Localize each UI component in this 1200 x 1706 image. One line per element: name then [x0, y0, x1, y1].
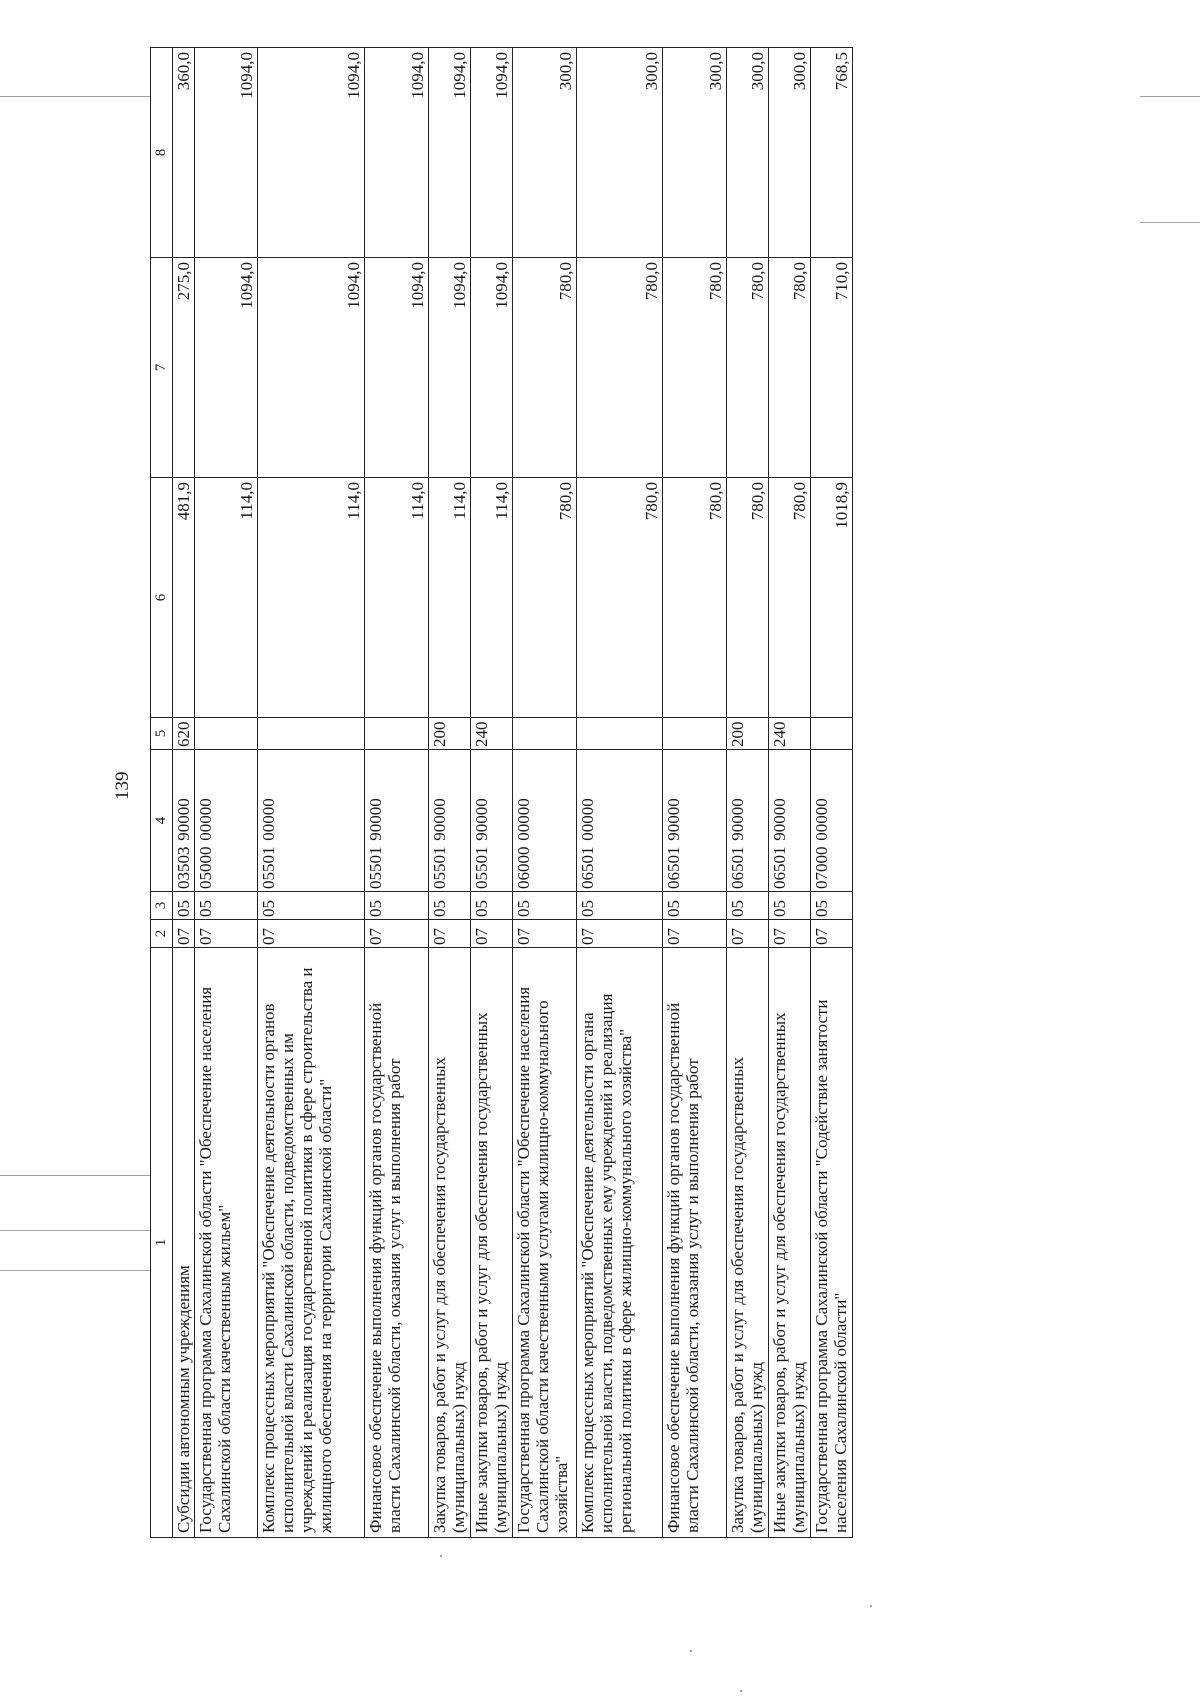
row-value-8: 300,0	[577, 48, 663, 258]
row-code-5	[811, 718, 853, 750]
column-header: 2	[151, 920, 173, 948]
row-code-4-b: 00000	[259, 798, 278, 841]
row-code-5: 200	[727, 718, 769, 750]
row-code-4-a: 05501	[259, 846, 278, 889]
row-code-5: 620	[173, 718, 195, 750]
row-code-4	[663, 750, 727, 892]
row-value-7: 275,0	[173, 258, 195, 478]
row-code-3: 05	[429, 892, 471, 920]
row-code-3: 05	[365, 892, 429, 920]
row-code-4-b: 90000	[366, 798, 385, 841]
row-code-3: 05	[195, 892, 258, 920]
page-number: 139	[112, 771, 133, 800]
row-value-6: 780,0	[577, 478, 663, 718]
row-code-2: 07	[663, 920, 727, 948]
row-name: Комплекс процессных мероприятий "Обеспечение деятельности органов исполнительной власти Сахалинской области, подведомственных им учреждений и реализация государственной политики в сфере строительства и жилищного обеспечения на территории Сахалинской области"	[258, 948, 365, 1538]
budget-table-container	[150, 48, 853, 1538]
row-name: Финансовое обеспечение выполнения функций органов государственной власти Сахалинской области, оказания услуг и выполнения работ	[365, 948, 429, 1538]
row-code-4	[471, 750, 513, 892]
row-value-8: 360,0	[173, 48, 195, 258]
budget-table	[150, 47, 853, 1538]
table-row	[258, 48, 365, 1538]
scan-artifact-line	[0, 1175, 150, 1176]
row-code-4-b: 00000	[196, 798, 215, 841]
row-value-7: 780,0	[769, 258, 811, 478]
table-row	[811, 48, 853, 1538]
table-row	[195, 48, 258, 1538]
row-value-8: 1094,0	[195, 48, 258, 258]
row-value-6: 780,0	[769, 478, 811, 718]
row-code-5: 240	[769, 718, 811, 750]
row-code-4-a: 05000	[196, 846, 215, 889]
row-code-4-a: 05501	[472, 846, 491, 889]
row-code-5	[663, 718, 727, 750]
row-code-2: 07	[258, 920, 365, 948]
row-code-2: 07	[811, 920, 853, 948]
row-code-2: 07	[471, 920, 513, 948]
row-value-6: 1018,9	[811, 478, 853, 718]
row-name: Финансовое обеспечение выполнения функций органов государственной власти Сахалинской области, оказания услуг и выполнения работ	[663, 948, 727, 1538]
row-value-6: 114,0	[258, 478, 365, 718]
row-code-4-b: 90000	[770, 798, 789, 841]
row-code-5	[577, 718, 663, 750]
row-value-8: 1094,0	[429, 48, 471, 258]
row-code-5	[195, 718, 258, 750]
scan-artifact-dot	[440, 1555, 442, 1557]
row-code-4	[811, 750, 853, 892]
row-value-8: 1094,0	[471, 48, 513, 258]
row-code-5	[365, 718, 429, 750]
row-name: Закупка товаров, работ и услуг для обеспечения государственных (муниципальных) нужд	[727, 948, 769, 1538]
row-code-2: 07	[513, 920, 577, 948]
row-code-4-b: 90000	[728, 798, 747, 841]
row-code-4-b: 00000	[514, 798, 533, 841]
table-row	[513, 48, 577, 1538]
row-code-2: 07	[429, 920, 471, 948]
table-row	[429, 48, 471, 1538]
column-header: 5	[151, 718, 173, 750]
row-value-7: 1094,0	[365, 258, 429, 478]
row-code-4-b: 90000	[664, 798, 683, 841]
scan-artifact-dot	[870, 1605, 872, 1607]
row-code-2: 07	[769, 920, 811, 948]
row-value-7: 780,0	[727, 258, 769, 478]
row-code-3: 05	[471, 892, 513, 920]
row-code-3: 05	[173, 892, 195, 920]
row-code-3: 05	[513, 892, 577, 920]
table-row	[365, 48, 429, 1538]
scan-artifact-dot	[690, 1650, 692, 1652]
row-value-6: 114,0	[429, 478, 471, 718]
row-value-7: 710,0	[811, 258, 853, 478]
row-code-5: 200	[429, 718, 471, 750]
table-row	[173, 48, 195, 1538]
scan-artifact-line	[1140, 96, 1200, 97]
row-code-4	[258, 750, 365, 892]
row-name: Государственная программа Сахалинской области "Обеспечение населения Сахалинской области качественными услугами жилищно-коммунального хозяйства"	[513, 948, 577, 1538]
row-code-4-a: 07000	[812, 846, 831, 889]
row-code-4	[513, 750, 577, 892]
row-code-2: 07	[727, 920, 769, 948]
row-code-3: 05	[663, 892, 727, 920]
column-header: 1	[151, 948, 173, 1538]
row-code-4	[727, 750, 769, 892]
row-code-4	[577, 750, 663, 892]
row-value-7: 1094,0	[429, 258, 471, 478]
table-row	[471, 48, 513, 1538]
row-value-6: 481,9	[173, 478, 195, 718]
column-header: 7	[151, 258, 173, 478]
row-value-6: 780,0	[663, 478, 727, 718]
row-code-4	[365, 750, 429, 892]
row-code-4-b: 00000	[812, 798, 831, 841]
column-header: 4	[151, 750, 173, 892]
row-value-7: 1094,0	[195, 258, 258, 478]
row-value-6: 780,0	[727, 478, 769, 718]
row-value-6: 780,0	[513, 478, 577, 718]
row-value-6: 114,0	[365, 478, 429, 718]
table-row	[663, 48, 727, 1538]
row-code-2: 07	[173, 920, 195, 948]
table-header-row	[151, 48, 173, 1538]
row-code-4-a: 06501	[578, 846, 597, 889]
row-value-7: 780,0	[577, 258, 663, 478]
scan-artifact-line	[0, 96, 150, 97]
row-code-2: 07	[195, 920, 258, 948]
row-name: Субсидии автономным учреждениям	[173, 948, 195, 1538]
row-value-8: 300,0	[769, 48, 811, 258]
row-value-8: 1094,0	[365, 48, 429, 258]
row-code-4	[429, 750, 471, 892]
column-header: 6	[151, 478, 173, 718]
row-code-3: 05	[258, 892, 365, 920]
table-row	[769, 48, 811, 1538]
column-header: 8	[151, 48, 173, 258]
row-value-7: 780,0	[663, 258, 727, 478]
scan-artifact-line	[0, 1230, 150, 1231]
row-code-4-a: 05501	[430, 846, 449, 889]
row-code-4-b: 90000	[174, 798, 193, 841]
row-code-5: 240	[471, 718, 513, 750]
row-value-8: 300,0	[663, 48, 727, 258]
table-row	[577, 48, 663, 1538]
row-code-4	[769, 750, 811, 892]
row-value-6: 114,0	[195, 478, 258, 718]
row-value-6: 114,0	[471, 478, 513, 718]
row-code-3: 05	[577, 892, 663, 920]
scan-artifact-dot	[740, 1690, 742, 1692]
row-value-8: 300,0	[727, 48, 769, 258]
row-value-7: 1094,0	[258, 258, 365, 478]
scan-artifact-line	[0, 1270, 150, 1271]
row-value-7: 1094,0	[471, 258, 513, 478]
row-name: Закупка товаров, работ и услуг для обеспечения государственных (муниципальных) нужд	[429, 948, 471, 1538]
row-code-4-a: 06000	[514, 846, 533, 889]
row-code-4-a: 03503	[174, 846, 193, 889]
row-name: Государственная программа Сахалинской области "Содействие занятости населения Сахалинской области"	[811, 948, 853, 1538]
row-name: Комплекс процессных мероприятий "Обеспечение деятельности органа исполнительной власти, подведомственных ему учреждений и реализация региональной политики в сфере жилищно-коммунального хозяйства"	[577, 948, 663, 1538]
row-code-4-a: 05501	[366, 846, 385, 889]
row-code-4	[173, 750, 195, 892]
row-code-4-a: 06501	[728, 846, 747, 889]
row-code-3: 05	[811, 892, 853, 920]
row-code-4-a: 06501	[664, 846, 683, 889]
row-value-7: 780,0	[513, 258, 577, 478]
row-value-8: 768,5	[811, 48, 853, 258]
row-code-4	[195, 750, 258, 892]
row-code-3: 05	[769, 892, 811, 920]
row-name: Иные закупки товаров, работ и услуг для обеспечения государственных (муниципальных) нужд	[471, 948, 513, 1538]
row-value-8: 1094,0	[258, 48, 365, 258]
row-name: Иные закупки товаров, работ и услуг для обеспечения государственных (муниципальных) нужд	[769, 948, 811, 1538]
column-header: 3	[151, 892, 173, 920]
row-code-4-b: 90000	[472, 798, 491, 841]
row-code-4-b: 90000	[430, 798, 449, 841]
scan-artifact-line	[1140, 222, 1200, 223]
row-value-8: 300,0	[513, 48, 577, 258]
row-code-4-b: 00000	[578, 798, 597, 841]
row-code-2: 07	[365, 920, 429, 948]
row-code-2: 07	[577, 920, 663, 948]
row-code-3: 05	[727, 892, 769, 920]
row-name: Государственная программа Сахалинской области "Обеспечение населения Сахалинской области качественным жильем"	[195, 948, 258, 1538]
table-row	[727, 48, 769, 1538]
row-code-5	[258, 718, 365, 750]
row-code-5	[513, 718, 577, 750]
row-code-4-a: 06501	[770, 846, 789, 889]
